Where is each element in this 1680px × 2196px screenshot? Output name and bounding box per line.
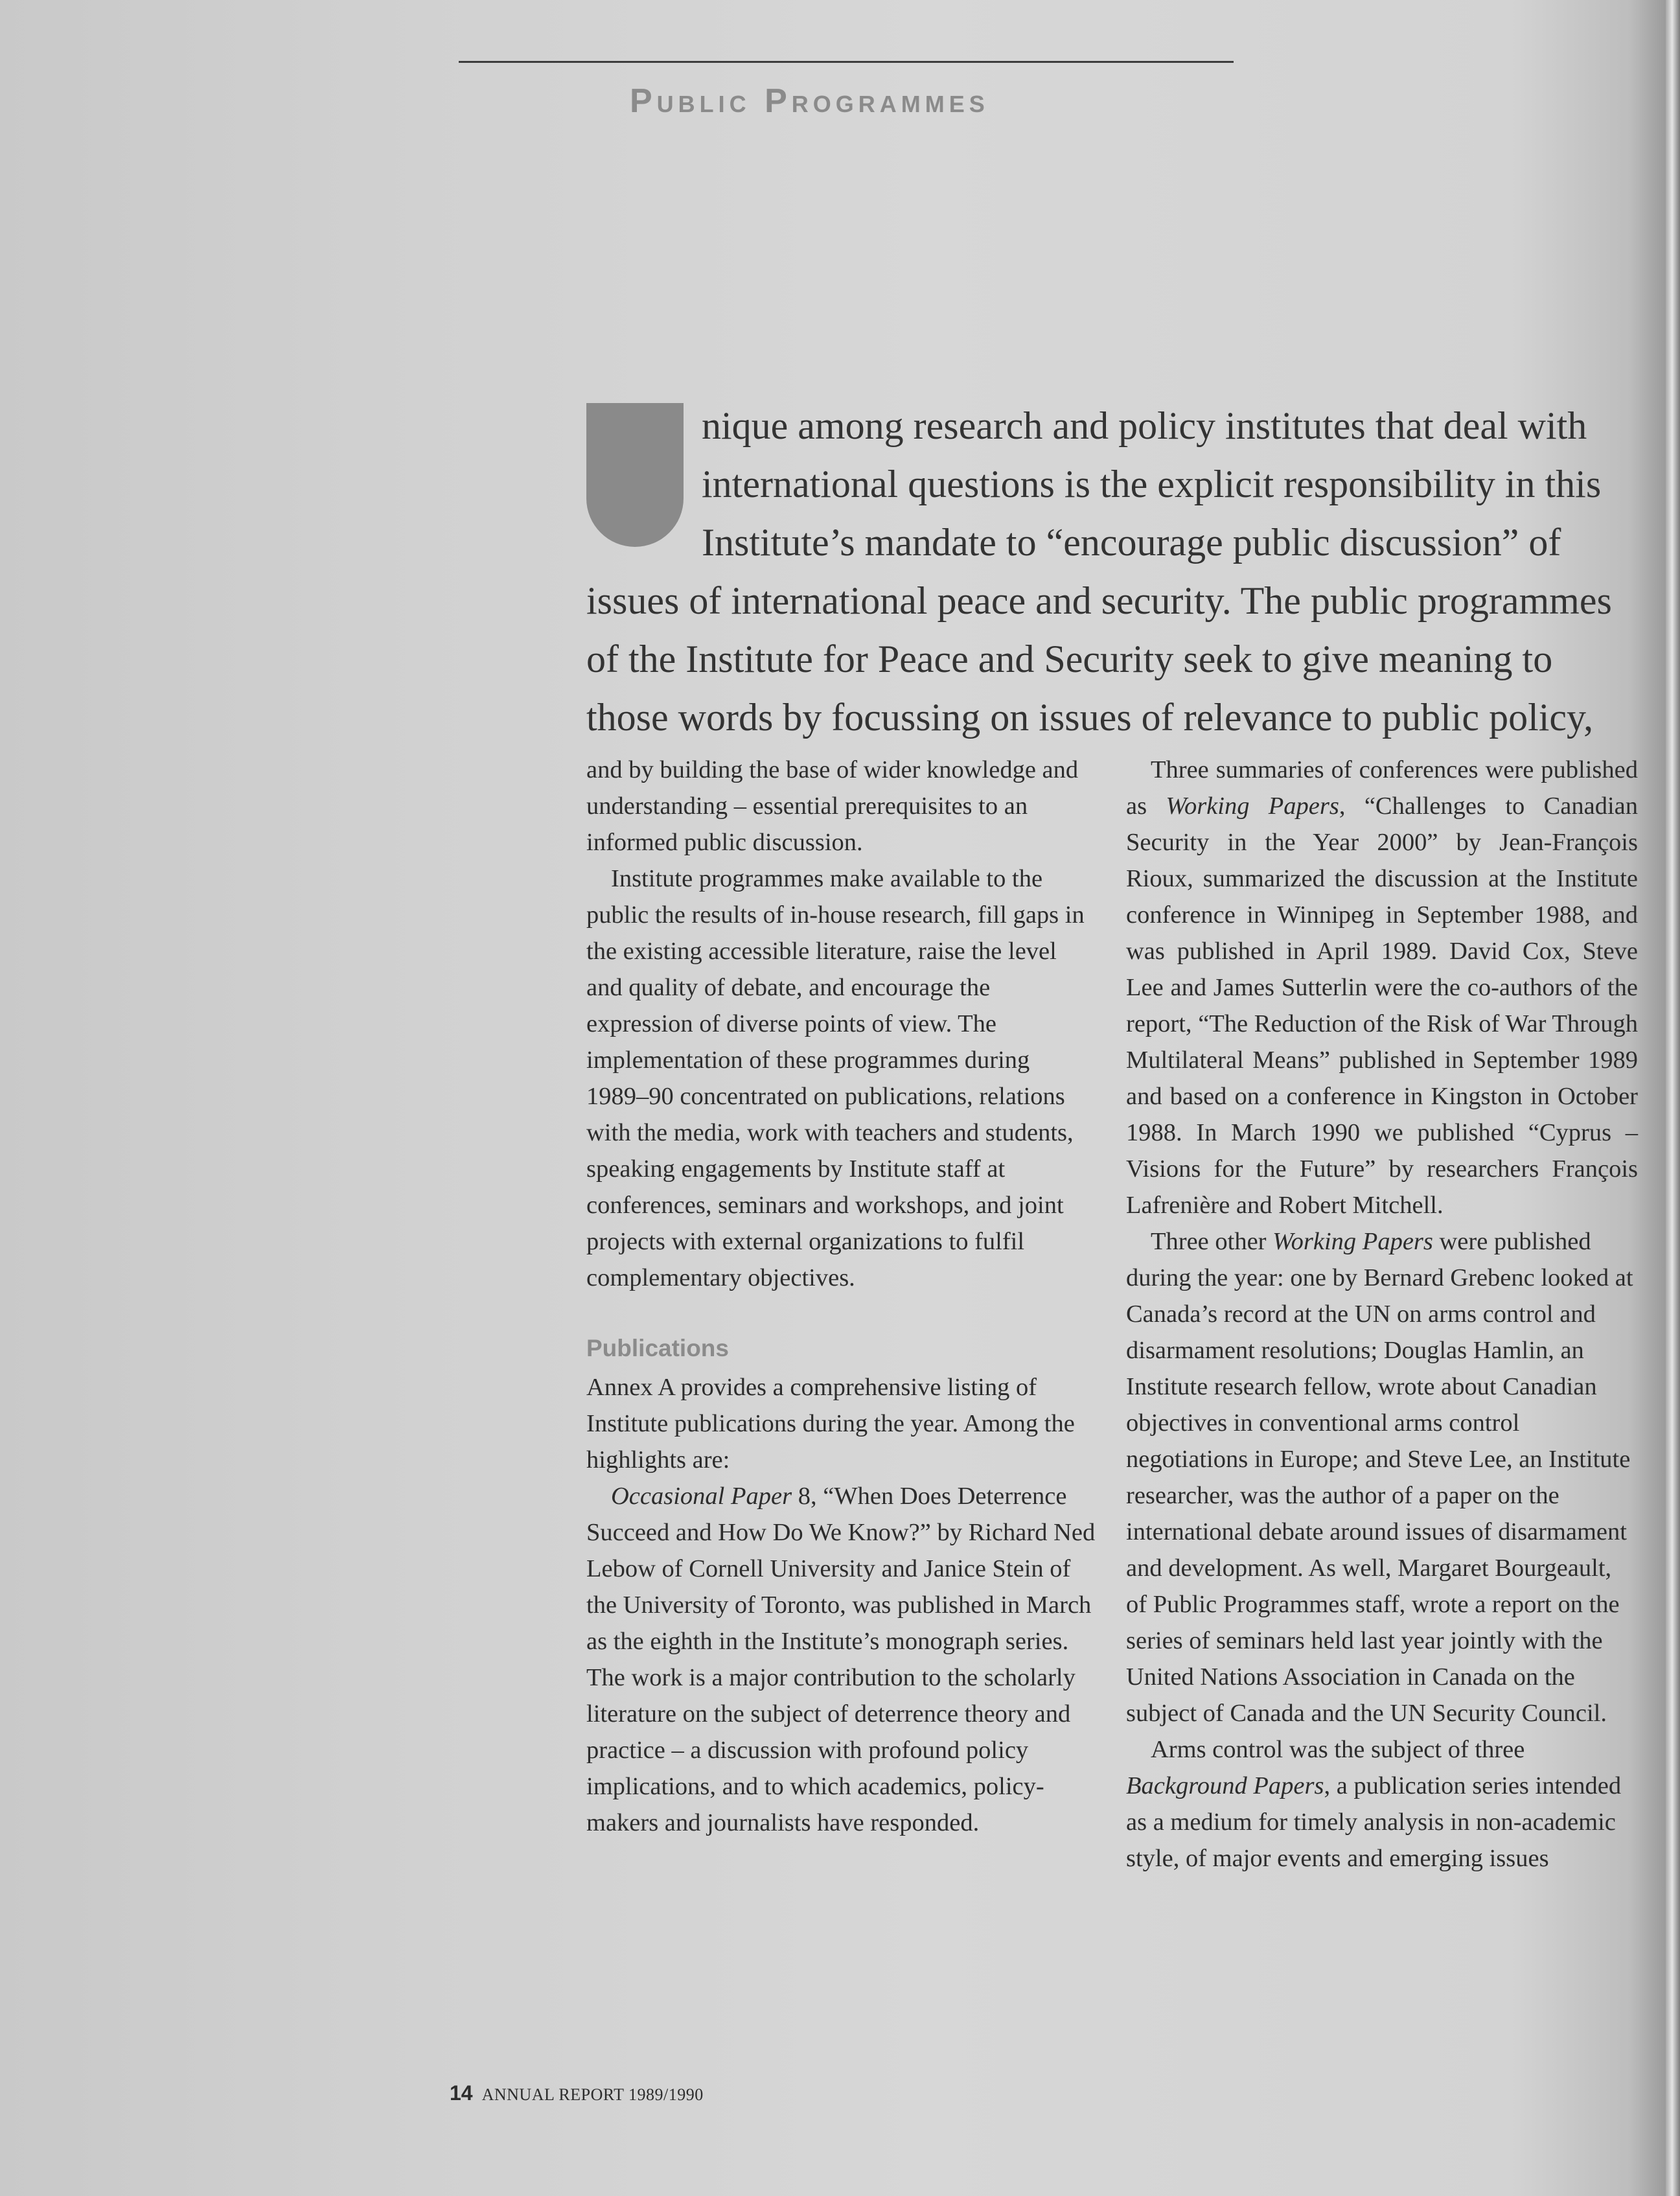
page-number: 14 [450,2081,473,2105]
paragraph: Institute programmes make available to the public the results of in-house research, fill gaps in the existing accessible literature, raise the level and quality of debate, and encourage the expression of diverse points of view. The implementation of these programmes during 1989–90 concentrated on publications, relations with the media, work with teachers and students, speaking engagements by Institute staff at conferences, seminars and workshops, and joint projects with external organizations to fulfil complementary objectives. [586,865,1085,1291]
paragraph-text: 8, “When Does Deterrence Succeed and How Do We Know?” by Richard Ned Lebow of Cornell University and Janice Stein of the University of Toronto, was published in March as the eighth in the Institute’s monograph series. The work is a major contribution to the scholarly literature on the subject of deterrence theory and practice – a discussion with profound policy implications, and to which academics, policy-makers and journalists have responded. [586,1483,1096,1836]
right-column [1126,752,1638,1877]
page-footer [450,2081,704,2105]
paragraph-text: Arms control was the subject of three [1151,1736,1525,1763]
publication-title: Occasional Paper [611,1483,792,1510]
paragraph [1126,1731,1638,1877]
publication-title: Working Papers [1166,792,1339,820]
drop-cap-letter: U [586,403,684,547]
paragraph-text: , “Challenges to Canadian Security in the Year 2000” by Jean-François Rioux, summarized the discussion at the Institute conference in Winnipeg in September 1988, and was published in April 1989. David Cox, Steve Lee and James Sutterlin were the co-authors of the report, “The Reduction of the Risk of War Through Multilateral Means” published in September 1989 and based on a conference in Kingston in October 1988. In March 1990 we published “Cyprus – Visions for the Future” by researchers François Lafrenière and Robert Mitchell. [1126,792,1638,1219]
subheading-publications: Publications [586,1335,729,1361]
paragraph [1126,1223,1638,1731]
paragraph: and by building the base of wider knowledge and understanding – essential prerequisites to an informed public discussion. [586,756,1079,856]
publication-title: Working Papers [1272,1228,1433,1255]
paragraph: Annex A provides a comprehensive listing of Institute publications during the year. Among the highlights are: [586,1374,1075,1474]
paragraph [1126,752,1638,1223]
running-title: ANNUAL REPORT 1989/1990 [481,2085,704,2104]
lead-text: nique among research and policy institutes that deal with international questions is the explicit responsibility in this Institute’s mandate to “encourage public discussion” of issues of international peace and security. The public programmes of the Institute for Peace and Security seek to give meaning to those words by focussing on issues of relevance to public policy, [586,404,1612,739]
paragraph-text: , a publication series intended as a medium for timely analysis in non-academic style, of major events and emerging issues [1126,1772,1622,1872]
paragraph-text: Three summaries of conferences were published as [1126,756,1638,820]
header-rule [459,61,1234,63]
left-column [586,752,1098,1841]
lead-paragraph [586,397,1631,746]
page-edge-shadow [1666,0,1680,2196]
paragraph [586,1478,1098,1841]
section-title: Public Programmes [630,82,989,120]
publication-title: Background Papers [1126,1772,1324,1799]
paragraph-text: were published during the year: one by Bernard Grebenc looked at Canada’s record at the UN on arms control and disarmament resolutions; Douglas Hamlin, an Institute research fellow, wrote about Canadian objectives in conventional arms control negotiations in Europe; and Steve Lee, an Institute researcher, was the author of a paper on the international debate around issues of disarmament and development. As well, Margaret Bourgeault, of Public Programmes staff, wrote a report on the series of seminars held last year jointly with the United Nations Association in Canada on the subject of Canada and the UN Security Council. [1126,1228,1633,1727]
paragraph-text: Three other [1151,1228,1273,1255]
